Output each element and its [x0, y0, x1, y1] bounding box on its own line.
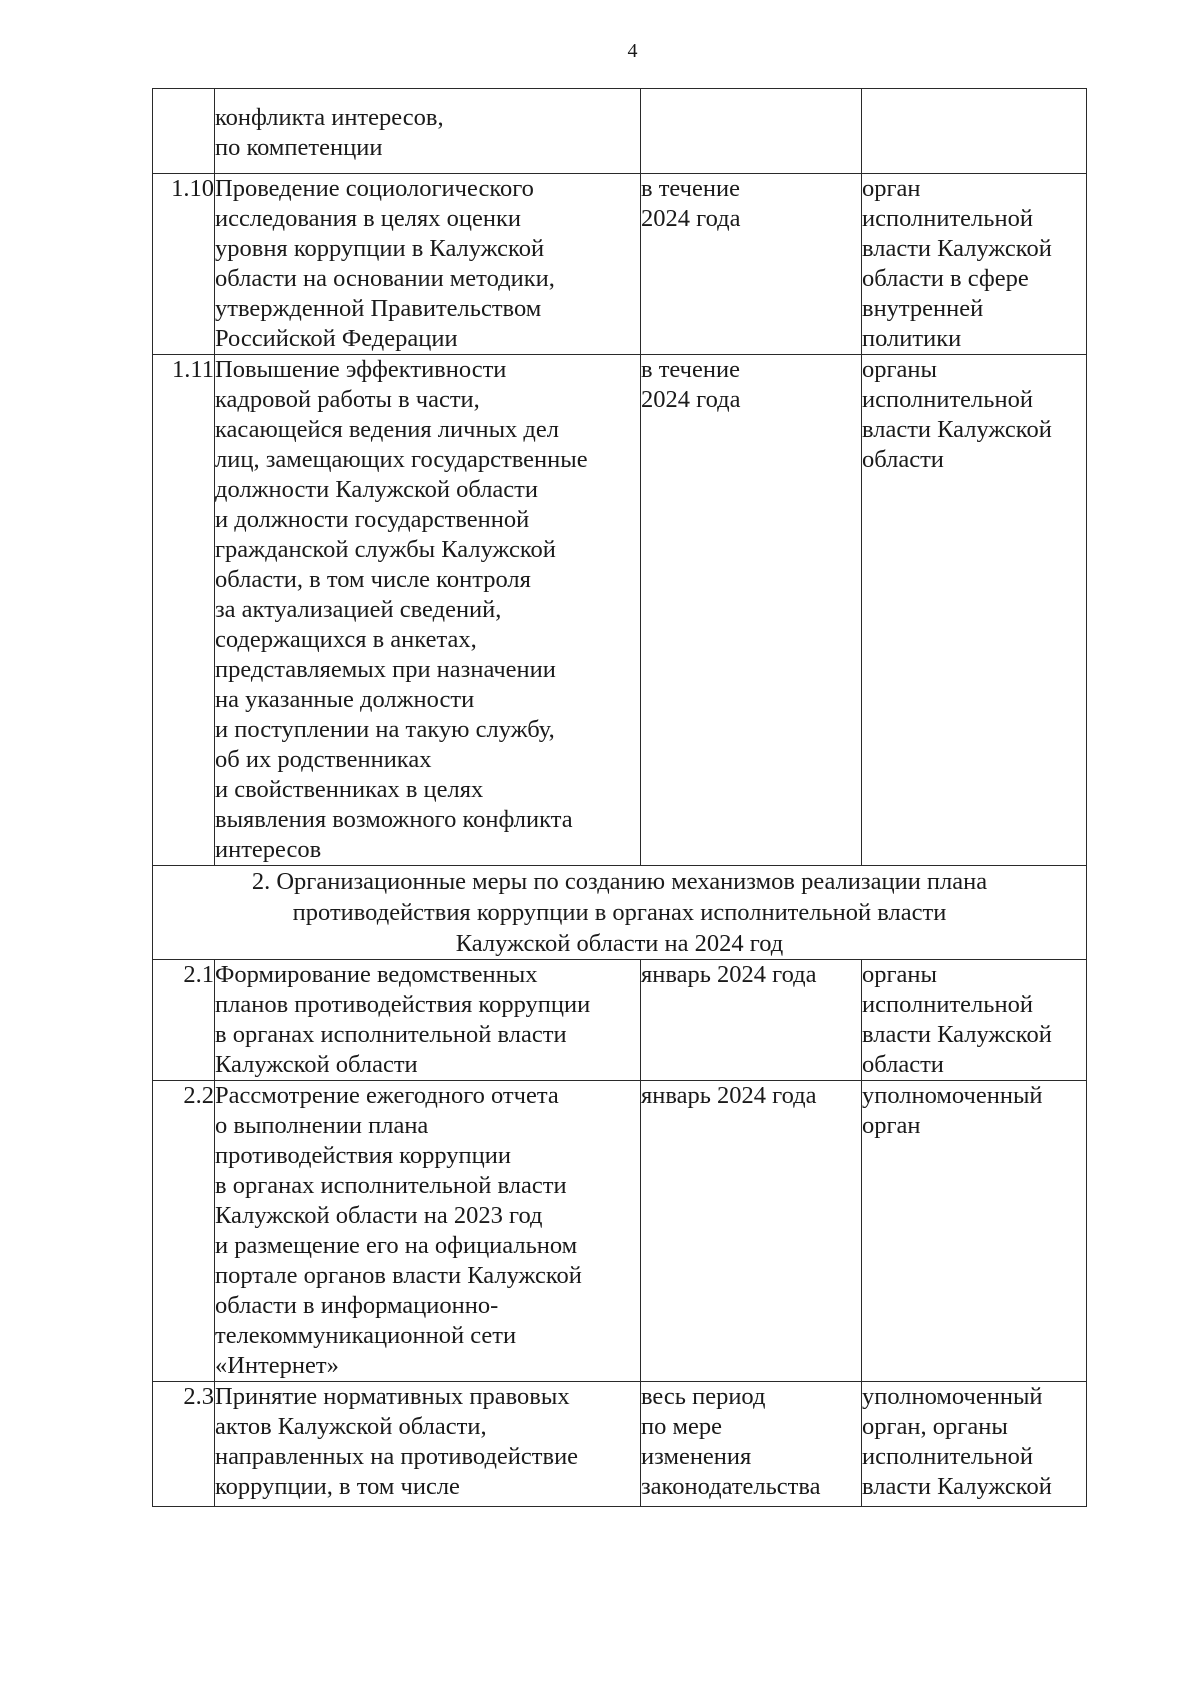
responsible-text-line: власти Калужской	[862, 1021, 1052, 1048]
responsible-text-line: области	[862, 1051, 944, 1078]
action-text-line: об их родственниках	[215, 746, 432, 773]
action-text-line: исследования в целях оценки	[215, 205, 521, 232]
table-row	[153, 89, 1087, 174]
action-text-line: в органах исполнительной власти	[215, 1172, 567, 1199]
action-text-line: Принятие нормативных правовых	[215, 1383, 570, 1410]
action-text-line: портале органов власти Калужской	[215, 1262, 582, 1289]
action-text-line: Проведение социологического	[215, 175, 534, 202]
action-text-line: выявления возможного конфликта	[215, 806, 573, 833]
responsible-text-line: власти Калужской	[862, 1473, 1052, 1500]
responsible-text-line: исполнительной	[862, 205, 1033, 232]
responsible-text-line: внутренней	[862, 295, 984, 322]
action-text-line: гражданской службы Калужской	[215, 536, 556, 563]
action-text-line: интересов	[215, 836, 322, 863]
action-text-line: коррупции, в том числе	[215, 1473, 460, 1500]
action-text-line: Российской Федерации	[215, 325, 458, 352]
action-text-line: содержащихся в анкетах,	[215, 626, 477, 653]
responsible-cell	[862, 1382, 1087, 1507]
action-text-line: лиц, замещающих государственные	[215, 446, 588, 473]
responsible-text-line: уполномоченный	[862, 1383, 1043, 1410]
action-text-line: и размещение его на официальном	[215, 1232, 578, 1259]
section-title-line: 2. Организационные меры по созданию механизмов реализации плана	[251, 868, 988, 895]
deadline-text-line: 2024 года	[641, 386, 741, 413]
action-text-line: представляемых при назначении	[215, 656, 556, 683]
action-text-line: в органах исполнительной власти	[215, 1021, 567, 1048]
section-title	[153, 866, 1087, 960]
action-text-line: актов Калужской области,	[215, 1413, 487, 1440]
action-cell	[215, 1382, 641, 1507]
responsible-text-line: области	[862, 446, 944, 473]
responsible-text-line: власти Калужской	[862, 235, 1052, 262]
action-text-line: утвержденной Правительством	[215, 295, 542, 322]
item-number-cell: 2.1	[153, 960, 215, 1081]
action-text-line: Формирование ведомственных	[215, 961, 538, 988]
action-text-line: и свойственниках в целях	[215, 776, 484, 803]
table-row	[153, 1081, 1087, 1382]
deadline-text-line: январь 2024 года	[641, 1082, 817, 1109]
action-text-line: Калужской области	[215, 1051, 418, 1078]
responsible-cell	[862, 960, 1087, 1081]
responsible-text-line: исполнительной	[862, 386, 1033, 413]
section-header-row	[153, 866, 1087, 960]
responsible-text-line: орган	[862, 1112, 921, 1139]
responsible-cell	[862, 89, 1087, 174]
action-text-line: и поступлении на такую службу,	[215, 716, 555, 743]
deadline-text-line: январь 2024 года	[641, 961, 817, 988]
responsible-text-line: органы	[862, 356, 937, 383]
page-number: 4	[627, 40, 638, 62]
table-row	[153, 960, 1087, 1081]
responsible-text-line: органы	[862, 961, 937, 988]
table-row	[153, 174, 1087, 355]
responsible-text-line: орган	[862, 175, 921, 202]
action-text-line: на указанные должности	[215, 686, 475, 713]
item-number-cell	[153, 89, 215, 174]
table-row	[153, 355, 1087, 866]
action-cell	[215, 355, 641, 866]
action-text-line: планов противодействия коррупции	[215, 991, 591, 1018]
action-text-line: Повышение эффективности	[215, 356, 507, 383]
responsible-text-line: уполномоченный	[862, 1082, 1043, 1109]
action-text-line: «Интернет»	[215, 1352, 339, 1379]
action-text-line: телекоммуникационной сети	[215, 1322, 517, 1349]
action-text-line: направленных на противодействие	[215, 1443, 579, 1470]
action-text-line: за актуализацией сведений,	[215, 596, 502, 623]
action-text-line: должности Калужской области	[215, 476, 538, 503]
deadline-text-line: в течение	[641, 356, 740, 383]
deadline-text-line: изменения	[641, 1443, 752, 1470]
action-text-line: касающейся ведения личных дел	[215, 416, 559, 443]
table-row	[153, 1382, 1087, 1507]
responsible-text-line: власти Калужской	[862, 416, 1052, 443]
anticorruption-plan-table	[152, 88, 1087, 1507]
responsible-cell	[862, 355, 1087, 866]
responsible-text-line: орган, органы	[862, 1413, 1008, 1440]
action-text-line: области в информационно-	[215, 1292, 499, 1319]
action-text-line: по компетенции	[215, 134, 383, 161]
action-text-line: о выполнении плана	[215, 1112, 429, 1139]
section-title-line: противодействия коррупции в органах исполнительной власти	[292, 899, 947, 926]
action-text-line: противодействия коррупции	[215, 1142, 511, 1169]
deadline-cell	[641, 174, 862, 355]
action-text-line: конфликта интересов,	[215, 104, 444, 131]
deadline-cell	[641, 355, 862, 866]
deadline-text-line: по мере	[641, 1413, 722, 1440]
action-cell	[215, 174, 641, 355]
item-number-cell: 1.11	[153, 355, 215, 866]
action-text-line: Калужской области на 2023 год	[215, 1202, 543, 1229]
action-text-line: уровня коррупции в Калужской	[215, 235, 545, 262]
deadline-cell	[641, 1382, 862, 1507]
action-text-line: и должности государственной	[215, 506, 530, 533]
action-cell	[215, 1081, 641, 1382]
action-cell	[215, 960, 641, 1081]
deadline-text-line: 2024 года	[641, 205, 741, 232]
action-text-line: Рассмотрение ежегодного отчета	[215, 1082, 559, 1109]
deadline-text-line: в течение	[641, 175, 740, 202]
deadline-cell	[641, 89, 862, 174]
item-number-cell: 1.10	[153, 174, 215, 355]
deadline-cell	[641, 1081, 862, 1382]
deadline-cell	[641, 960, 862, 1081]
item-number-cell: 2.3	[153, 1382, 215, 1507]
action-cell	[215, 89, 641, 174]
responsible-text-line: области в сфере	[862, 265, 1029, 292]
responsible-text-line: исполнительной	[862, 1443, 1033, 1470]
action-text-line: области на основании методики,	[215, 265, 555, 292]
responsible-cell	[862, 1081, 1087, 1382]
responsible-cell	[862, 174, 1087, 355]
responsible-text-line: исполнительной	[862, 991, 1033, 1018]
responsible-text-line: политики	[862, 325, 962, 352]
action-text-line: кадровой работы в части,	[215, 386, 480, 413]
section-title-line: Калужской области на 2024 год	[455, 930, 784, 957]
item-number-cell: 2.2	[153, 1081, 215, 1382]
action-text-line: области, в том числе контроля	[215, 566, 531, 593]
deadline-text-line: весь период	[641, 1383, 766, 1410]
deadline-text-line: законодательства	[641, 1473, 821, 1500]
